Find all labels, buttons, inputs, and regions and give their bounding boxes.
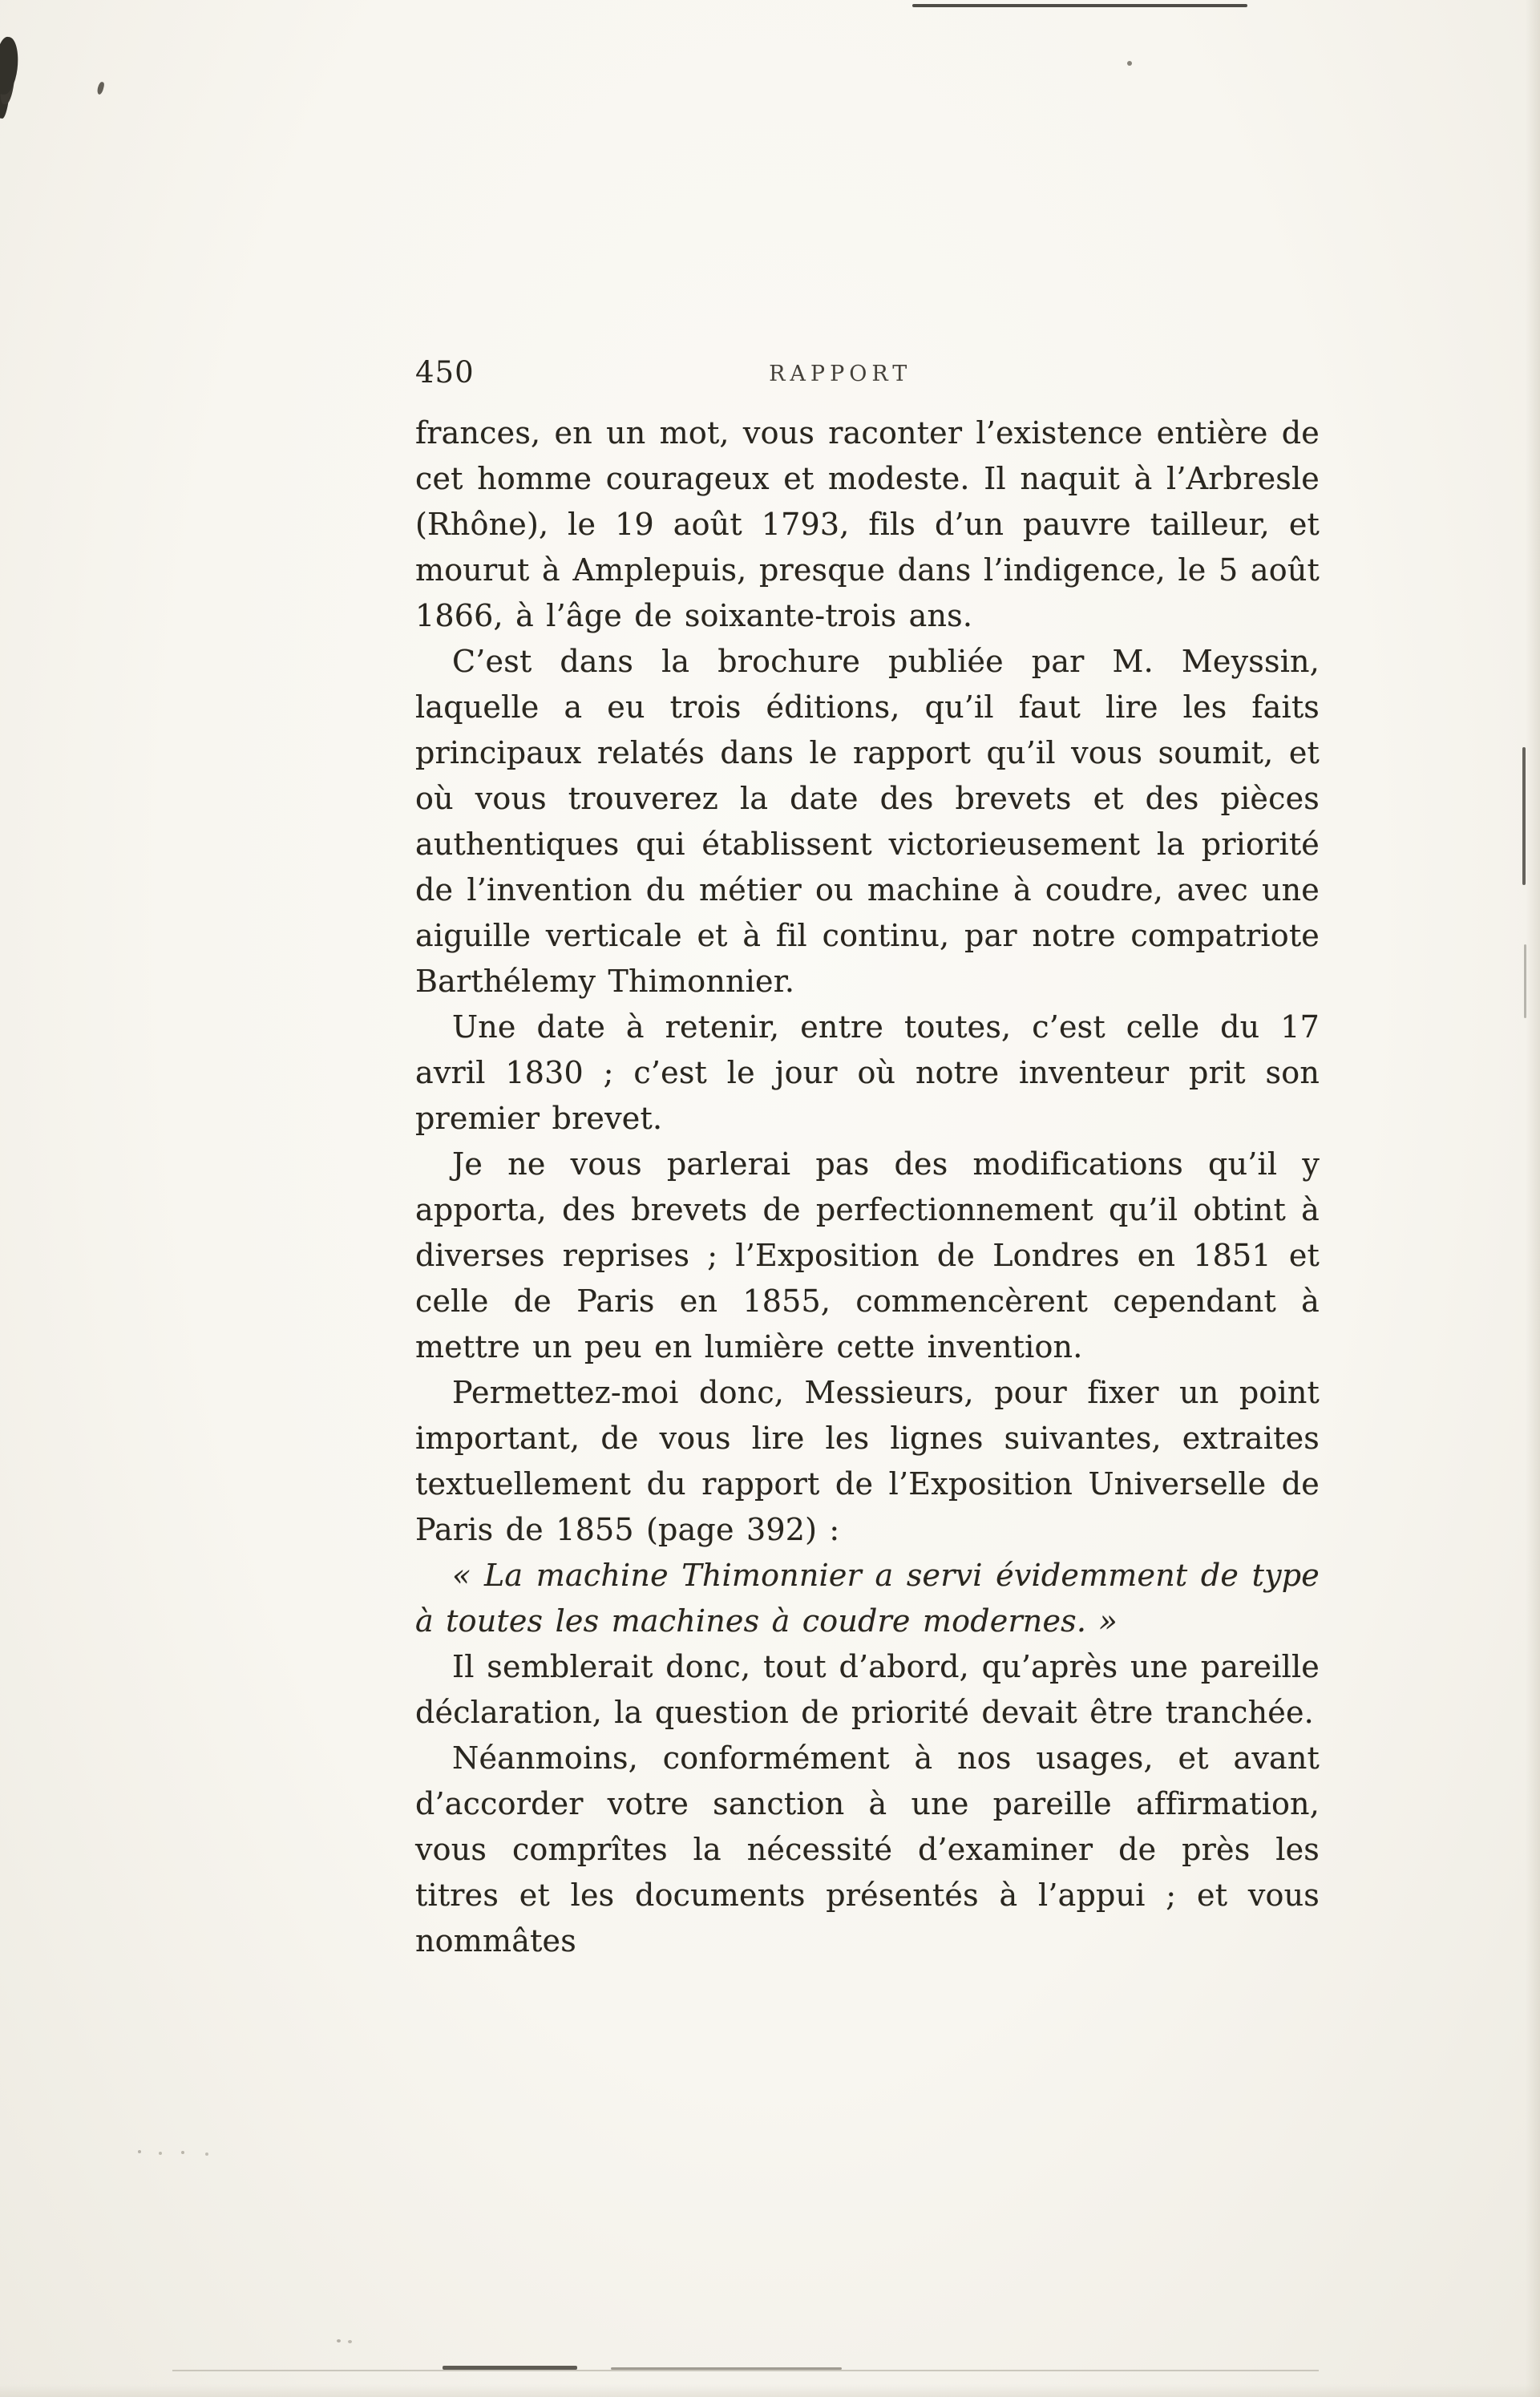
scan-artifact-right-line [1522, 747, 1526, 885]
stray-dot [337, 2339, 341, 2342]
quote-paragraph: « La machine Thimonnier a servi évidemment de type à toutes les machines à coudre modernes. » [415, 1558, 1320, 1639]
page-header [415, 354, 1320, 391]
scan-artifact-bottom-line-dark [443, 2366, 577, 2370]
scan-artifact-dot [1127, 61, 1132, 66]
paragraph: Une date à retenir, entre toutes, c’est celle du 17 avril 1830 ; c’est le jour où notre inventeur prit son premier brevet. [415, 1009, 1320, 1136]
pencil-dots [138, 2150, 141, 2153]
stray-ink-mark [96, 81, 105, 95]
page-number: 450 [415, 355, 475, 390]
scan-artifact-bottom-line-mid [611, 2367, 842, 2370]
paragraph: Permettez-moi donc, Messieurs, pour fixer un point important, de vous lire les lignes suivantes, extraites textuellement du rapport de l’Exposition Universelle de Paris de 1855 (page 392) : [415, 1375, 1320, 1547]
text-block [415, 354, 1320, 1964]
paragraph: Néanmoins, conformément à nos usages, et avant d’accorder votre sanction à une pareille affirmation, vous comprîtes la nécessité d’examiner de près les titres et les documents présentés à l’appui ; et vous nommâtes [415, 1740, 1320, 1958]
paragraph: Il semblerait donc, tout d’abord, qu’après une pareille déclaration, la question de priorité devait être tranchée. [415, 1649, 1320, 1730]
ink-smudge [0, 36, 21, 96]
paragraph: Je ne vous parlerai pas des modifications qu’il y apporta, des brevets de perfectionnement qu’il obtint à diverses reprises ; l’Exposition de Londres en 1851 et celle de Paris en 1855, commencèrent cependant à mettre un peu en lumière cette invention. [415, 1146, 1320, 1364]
running-title: RAPPORT [769, 362, 912, 386]
scan-artifact-top-line [912, 4, 1247, 7]
paragraph: frances, en un mot, vous raconter l’existence entière de cet homme courageux et modeste. Il naquit à l’Arbresle (Rhône), le 19 août 1793, fils d’un pauvre tailleur, et mourut à Amplepuis, presque dans l’indigence, le 5 août 1866, à l’âge de soixante-trois ans. [415, 415, 1320, 633]
scan-artifact-right-line-faint [1524, 944, 1526, 1018]
paragraph: C’est dans la brochure publiée par M. Meyssin, laquelle a eu trois éditions, qu’il faut lire les faits principaux relatés dans le rapport qu’il vous soumit, et où vous trouverez la date des brevets et des pièces authentiques qui établissent victorieusement la priorité de l’invention du métier ou machine à coudre, avec une aiguille verticale et à fil continu, par notre compatriote Barthélemy Thimonnier. [415, 644, 1320, 999]
scan-artifact-bottom-line [172, 2370, 1319, 2371]
